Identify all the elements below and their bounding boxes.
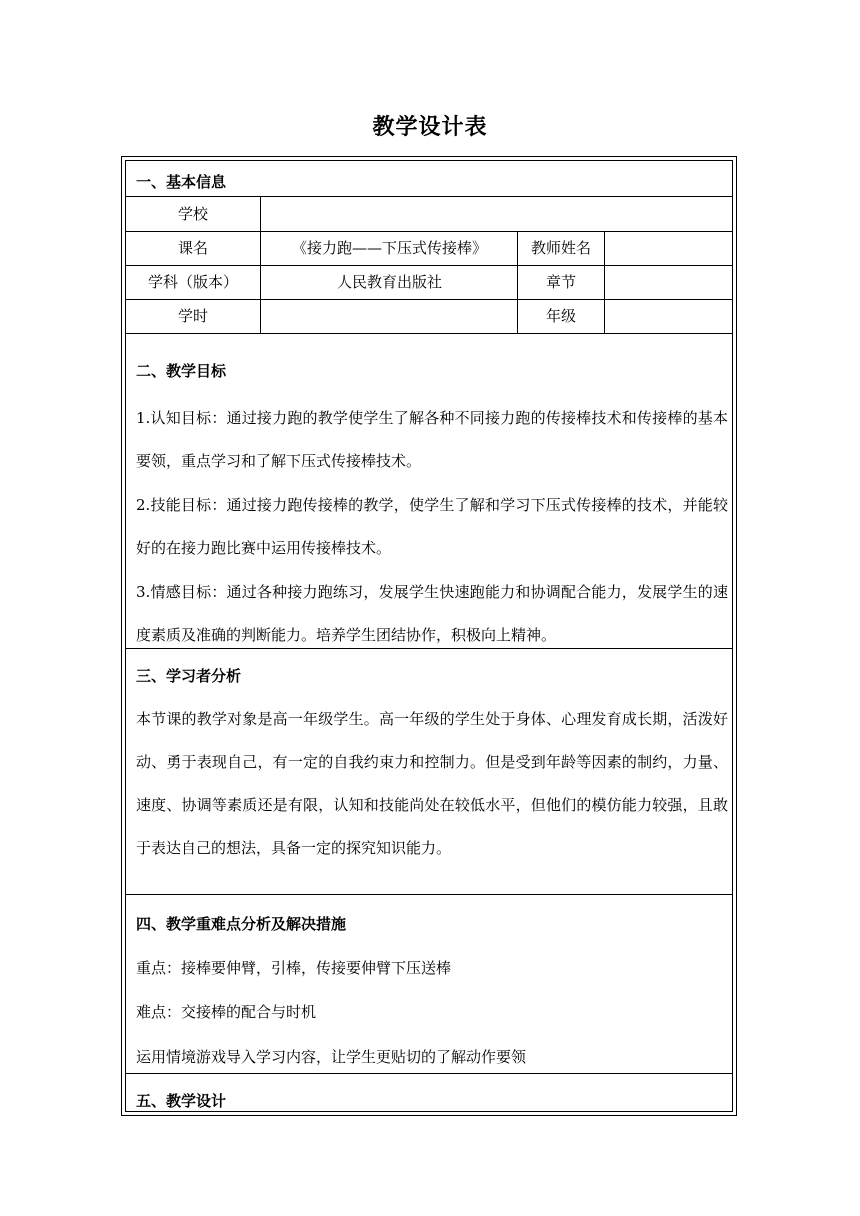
section-key-points-heading: 四、教学重难点分析及解决措施	[136, 915, 347, 933]
goal-affective: 3.情感目标：通过各种接力跑练习，发展学生快速跑能力和协调配合能力，发展学生的速度素质及准确的判断能力。培养学生团结协作，积极向上精神。	[136, 583, 728, 644]
course-value: 《接力跑——下压式传接棒》	[291, 239, 487, 257]
subject-value: 人民教育出版社	[336, 273, 442, 291]
design-table	[121, 156, 737, 1116]
goal-skill: 2.技能目标：通过接力跑传接棒的教学，使学生了解和学习下压式传接棒的技术，并能较好的在接力跑比赛中运用传接棒技术。	[136, 496, 728, 557]
column-divider	[604, 231, 605, 333]
chapter-value	[606, 266, 732, 298]
divider	[126, 894, 732, 895]
section-goals-heading: 二、教学目标	[136, 362, 227, 380]
subject-label: 学科（版本）	[147, 273, 238, 291]
measure-text: 运用情境游戏导入学习内容，让学生更贴切的了解动作要领	[136, 1048, 527, 1066]
design-table-inner	[125, 160, 733, 1112]
divider	[126, 648, 732, 649]
section-basic-info-heading: 一、基本信息	[136, 173, 227, 191]
column-divider	[517, 231, 518, 333]
column-divider	[260, 196, 261, 333]
teacher-value	[606, 232, 732, 264]
course-label: 课名	[177, 239, 208, 257]
chapter-label: 章节	[545, 273, 576, 291]
learner-analysis-text: 本节课的教学对象是高一年级学生。高一年级的学生处于身体、心理发育成长期，活泼好动、勇于表现自己，有一定的自我约束力和控制力。但是受到年龄等因素的制约，力量、速度、协调等素质还是有限，认知和技能尚处在较低水平，但他们的模仿能力较强，且敢于表达自己的想法，具备一定的探究知识能力。	[136, 710, 728, 857]
document-title: 教学设计表	[372, 115, 488, 140]
section-design-heading: 五、教学设计	[136, 1092, 227, 1110]
divider	[126, 333, 732, 334]
key-point-text: 重点：接棒要伸臂，引棒，传接要伸臂下压送棒	[136, 959, 452, 977]
hours-label: 学时	[177, 307, 208, 325]
school-value	[262, 198, 732, 230]
section-learner-analysis-heading: 三、学习者分析	[136, 667, 242, 685]
hours-value	[262, 300, 517, 332]
difficulty-text: 难点：交接棒的配合与时机	[136, 1003, 317, 1021]
school-label: 学校	[177, 205, 208, 223]
grade-label: 年级	[545, 307, 576, 325]
goal-cognitive: 1.认知目标：通过接力跑的教学使学生了解各种不同接力跑的传接棒技术和传接棒的基本要领，重点学习和了解下压式传接棒技术。	[136, 409, 728, 470]
divider	[126, 196, 732, 197]
grade-value	[606, 300, 732, 332]
teacher-label: 教师姓名	[530, 239, 591, 257]
divider	[126, 1073, 732, 1074]
